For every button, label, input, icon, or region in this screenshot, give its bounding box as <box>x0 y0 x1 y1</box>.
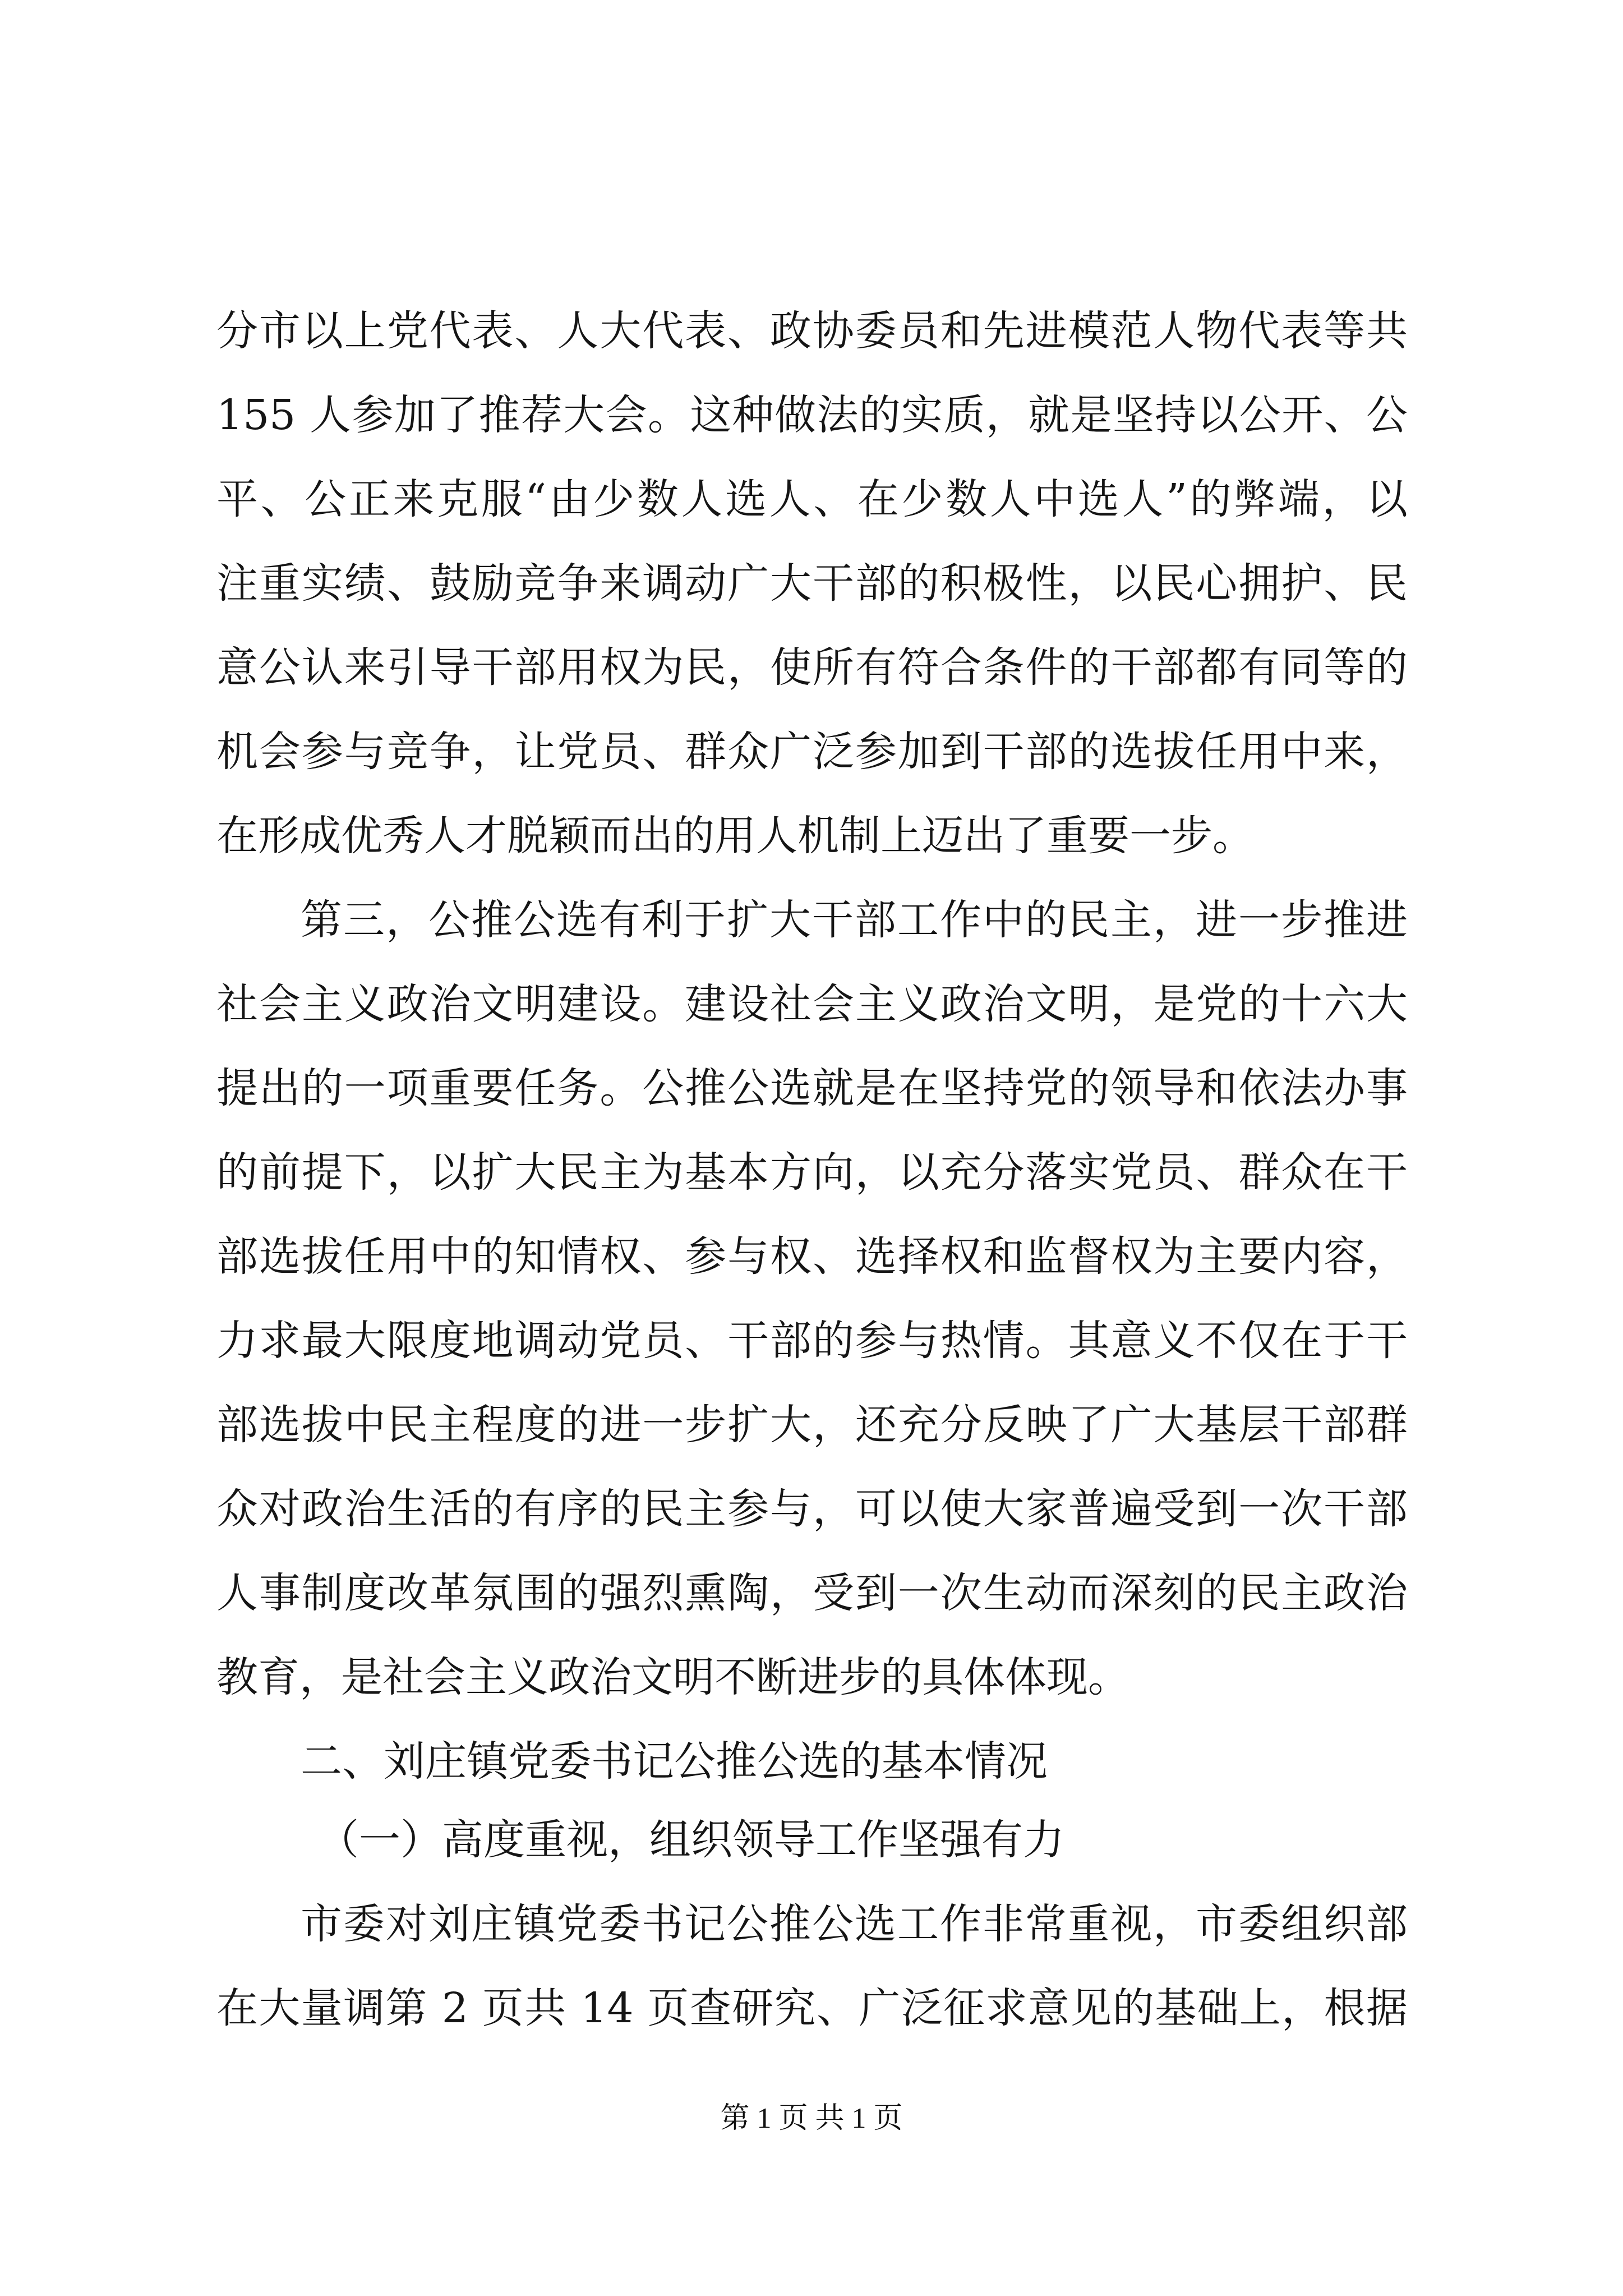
paragraph-3-line-2: 在大量调第 2 页共 14 页查研究、广泛征求意见的基础上，根据 <box>216 1984 1408 2032</box>
paragraph-3-line-1: 市委对刘庄镇党委书记公推公选工作非常重视，市委组织部 <box>301 1900 1408 1948</box>
paragraph-2-line-10: 教育，是社会主义政治文明不断进步的具体体现。 <box>216 1653 1129 1701</box>
subsection-heading: （一）高度重视，组织领导工作坚强有力 <box>317 1816 1064 1864</box>
paragraph-1-line-2: 155 人参加了推荐大会。这种做法的实质，就是坚持以公开、公 <box>216 391 1408 439</box>
paragraph-2-line-8: 众对政治生活的有序的民主参与，可以使大家普遍受到一次干部 <box>216 1485 1408 1533</box>
paragraph-1-line-4: 注重实绩、鼓励竞争来调动广大干部的积极性，以民心拥护、民 <box>216 559 1408 608</box>
paragraph-2-line-5: 部选拔任用中的知情权、参与权、选择权和监督权为主要内容， <box>216 1232 1408 1281</box>
paragraph-2-line-6: 力求最大限度地调动党员、干部的参与热情。其意义不仅在于干 <box>216 1317 1408 1365</box>
page-number-label: 第 1 页 共 1 页 <box>720 2102 903 2134</box>
paragraph-2-line-4: 的前提下，以扩大民主为基本方向，以充分落实党员、群众在干 <box>216 1148 1408 1197</box>
paragraph-1-line-5: 意公认来引导干部用权为民，使所有符合条件的干部都有同等的 <box>216 643 1408 692</box>
paragraph-1-line-3: 平、公正来克服“由少数人选人、在少数人中选人”的弊端，以 <box>216 475 1408 523</box>
paragraph-1-line-6: 机会参与竞争，让党员、群众广泛参加到干部的选拔任用中来， <box>216 728 1408 776</box>
page-footer <box>0 2099 1623 2138</box>
paragraph-2-line-9: 人事制度改革氛围的强烈熏陶，受到一次生动而深刻的民主政治 <box>216 1569 1408 1617</box>
section-heading: 二、刘庄镇党委书记公推公选的基本情况 <box>301 1737 1048 1786</box>
paragraph-2-line-1: 第三，公推公选有利于扩大干部工作中的民主，进一步推进 <box>301 896 1408 944</box>
paragraph-2-line-3: 提出的一项重要任务。公推公选就是在坚持党的领导和依法办事 <box>216 1064 1408 1112</box>
paragraph-1-line-1: 分市以上党代表、人大代表、政协委员和先进模范人物代表等共 <box>216 307 1408 355</box>
paragraph-1-line-7: 在形成优秀人才脱颖而出的用人机制上迈出了重要一步。 <box>216 812 1254 860</box>
paragraph-2-line-2: 社会主义政治文明建设。建设社会主义政治文明，是党的十六大 <box>216 980 1408 1028</box>
paragraph-2-line-7: 部选拔中民主程度的进一步扩大，还充分反映了广大基层干部群 <box>216 1401 1408 1449</box>
